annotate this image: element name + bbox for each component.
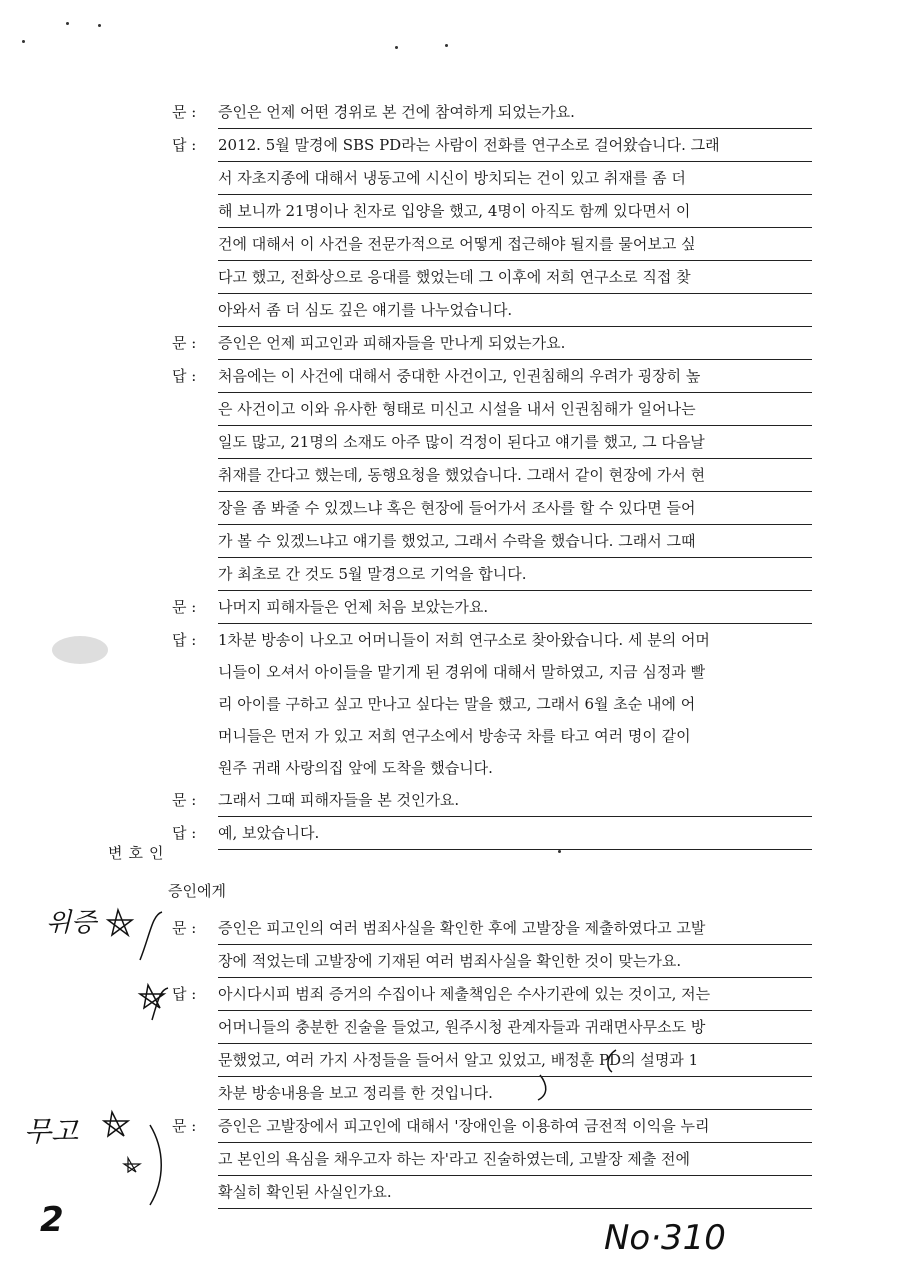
question-block (172, 96, 812, 129)
speaker-label: 문 : (172, 598, 197, 616)
question-block (172, 912, 812, 978)
text-line: 그래서 그때 피해자들을 본 것인가요. (218, 784, 812, 817)
text-line: 건에 대해서 이 사건을 전문가적으로 어떻게 접근해야 될지를 물어보고 싶 (218, 228, 812, 261)
statement-text (218, 360, 812, 591)
text-line: 취재를 간다고 했는데, 동행요청을 했었습니다. 그래서 같이 현장에 가서 현 (218, 459, 812, 492)
answer-block (172, 624, 812, 784)
document-number: No·310 (604, 1218, 726, 1258)
qa-section-2 (172, 912, 812, 1209)
speaker-label: 답 : (172, 824, 197, 842)
text-line: 차분 방송내용을 보고 정리를 한 것입니다. (218, 1077, 812, 1110)
text-line: 서 자초지종에 대해서 냉동고에 시신이 방치되는 건이 있고 취재를 좀 더 (218, 162, 812, 195)
statement-text (218, 591, 812, 624)
speck (66, 22, 69, 25)
speaker-label: 답 : (172, 631, 197, 649)
statement-text (218, 624, 812, 784)
statement-text (218, 784, 812, 817)
text-line: 증인은 언제 피고인과 피해자들을 만나게 되었는가요. (218, 327, 812, 360)
text-line: 고 본인의 욕심을 채우고자 하는 자'라고 진술하였는데, 고발장 제출 전에 (218, 1143, 812, 1176)
question-block (172, 591, 812, 624)
statement-text (218, 817, 812, 850)
text-line: 가 볼 수 있겠느냐고 얘기를 했었고, 그래서 수락을 했습니다. 그래서 그때 (218, 525, 812, 558)
answer-block (172, 817, 812, 850)
text-line: 어머니들의 충분한 진술을 들었고, 원주시청 관계자들과 귀래면사무소도 방 (218, 1011, 812, 1044)
text-line: 1차분 방송이 나오고 어머니들이 저희 연구소로 찾아왔습니다. 세 분의 어머 (218, 631, 710, 649)
margin-note-perjury: 위증 (46, 908, 97, 938)
speck (98, 24, 101, 27)
answer-block (172, 360, 812, 591)
question-block (172, 784, 812, 817)
text-line: 2012. 5월 말경에 SBS PD라는 사람이 전화를 연구소로 걸어왔습니다. 그래 (218, 129, 812, 162)
statement-text (218, 327, 812, 360)
statement-text (218, 129, 812, 327)
text-line: 머니들은 먼저 가 있고 저희 연구소에서 방송국 차를 타고 여러 명이 같이 (218, 727, 691, 745)
answer-block (172, 978, 812, 1110)
text-line: 일도 많고, 21명의 소재도 아주 많이 걱정이 된다고 얘기를 했고, 그 다음날 (218, 426, 812, 459)
page-number: 2 (40, 1200, 64, 1240)
text-line: 장에 적었는데 고발장에 기재된 여러 범죄사실을 확인한 것이 맞는가요. (218, 945, 812, 978)
speaker-label: 답 : (172, 367, 197, 385)
margin-note-false-accusation: 무고 (24, 1115, 79, 1148)
text-line: 처음에는 이 사건에 대해서 중대한 사건이고, 인권침해의 우려가 굉장히 높 (218, 360, 812, 393)
text-line: 증인은 언제 어떤 경위로 본 건에 참여하게 되었는가요. (218, 96, 812, 129)
speaker-label: 문 : (172, 1117, 197, 1135)
speaker-label: 문 : (172, 919, 197, 937)
text-line: 아와서 좀 더 심도 깊은 얘기를 나누었습니다. (218, 294, 812, 327)
speaker-label: 문 : (172, 103, 197, 121)
speck (22, 40, 25, 43)
text-line: 은 사건이고 이와 유사한 형태로 미신고 시설을 내서 인권침해가 일어나는 (218, 393, 812, 426)
statement-text (218, 912, 812, 978)
answer-block (172, 129, 812, 327)
text-line: 리 아이를 구하고 싶고 만나고 싶다는 말을 했고, 그래서 6월 초순 내에 어 (218, 695, 696, 713)
statement-text (218, 978, 812, 1110)
qa-section-1 (172, 96, 812, 850)
speaker-label: 문 : (172, 791, 197, 809)
statement-text (218, 96, 812, 129)
question-block (172, 327, 812, 360)
speck (558, 850, 561, 853)
speaker-label: 답 : (172, 136, 197, 154)
section-title: 변호인 (108, 844, 170, 862)
question-block (172, 1110, 812, 1209)
speck (445, 44, 448, 47)
text-line: 확실히 확인된 사실인가요. (218, 1176, 812, 1209)
text-line: 아시다시피 범죄 증거의 수집이나 제출책임은 수사기관에 있는 것이고, 저는 (218, 978, 812, 1011)
statement-text (218, 1110, 812, 1209)
text-line: 니들이 오셔서 아이들을 맡기게 된 경위에 대해서 말하였고, 지금 심정과 빨 (218, 663, 706, 681)
speck (395, 46, 398, 49)
text-line: 장을 좀 봐줄 수 있겠느냐 혹은 현장에 들어가서 조사를 할 수 있다면 들어 (218, 492, 812, 525)
text-line: 문했었고, 여러 가지 사정들을 들어서 알고 있었고, 배정훈 PD의 설명과 1 (218, 1044, 812, 1077)
text-line: 증인은 고발장에서 피고인에 대해서 '장애인을 이용하여 금전적 이익을 누리 (218, 1110, 812, 1143)
text-line: 다고 했고, 전화상으로 응대를 했었는데 그 이후에 저희 연구소로 직접 찾 (218, 261, 812, 294)
section-subtitle: 증인에게 (168, 882, 226, 900)
text-line: 원주 귀래 사랑의집 앞에 도착을 했습니다. (218, 759, 493, 777)
text-line: 증인은 피고인의 여러 범죄사실을 확인한 후에 고발장을 제출하였다고 고발 (218, 912, 812, 945)
text-line: 나머지 피해자들은 언제 처음 보았는가요. (218, 591, 812, 624)
speaker-label: 문 : (172, 334, 197, 352)
text-line: 예, 보았습니다. (218, 817, 812, 850)
speaker-label: 답 : (172, 985, 197, 1003)
text-line: 가 최초로 간 것도 5월 말경으로 기억을 합니다. (218, 558, 812, 591)
text-line: 해 보니까 21명이나 친자로 입양을 했고, 4명이 아직도 함께 있다면서 이 (218, 195, 812, 228)
